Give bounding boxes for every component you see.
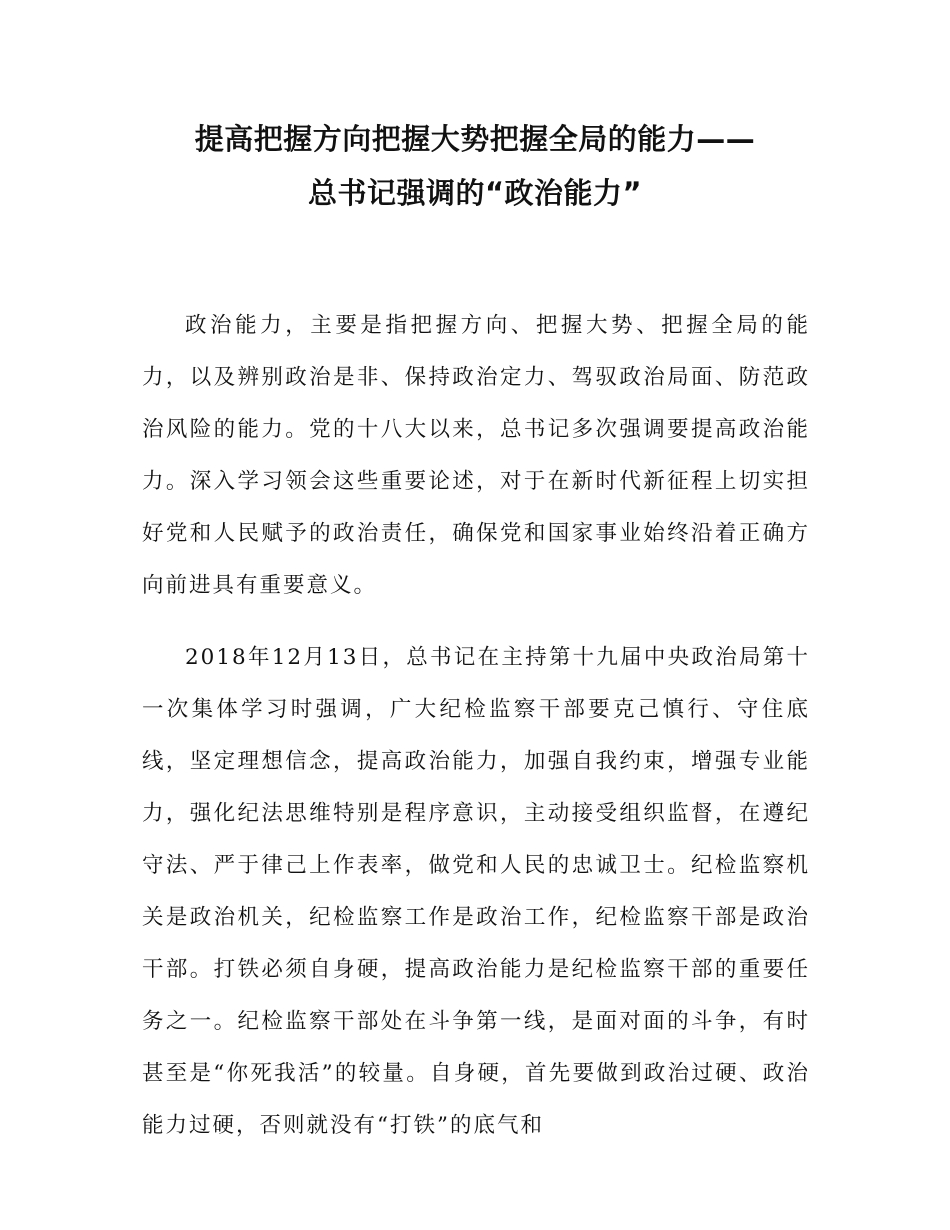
document-body — [142, 300, 810, 1152]
title-line-2: 总书记强调的“政治能力” — [307, 176, 643, 210]
document-title — [120, 112, 830, 220]
paragraph-1: 政治能力，主要是指把握方向、把握大势、把握全局的能力，以及辨别政治是非、保持政治定力、驾驭政治局面、防范政治风险的能力。党的十八大以来，总书记多次强调要提高政治能力。深入学习领会这些重要论述，对于在新时代新征程上切实担好党和人民赋予的政治责任，确保党和国家事业始终沿着正确方向前进具有重要意义。 — [142, 313, 810, 598]
paragraph-2: 2018年12月13日，总书记在主持第十九届中央政治局第十一次集体学习时强调，广大纪检监察干部要克己慎行、守住底线，坚定理想信念，提高政治能力，加强自我约束，增强专业能力，强化纪法思维特别是程序意识，主动接受组织监督，在遵纪守法、严于律己上作表率，做党和人民的忠诚卫士。纪检监察机关是政治机关，纪检监察工作是政治工作，纪检监察干部是政治干部。打铁必须自身硬，提高政治能力是纪检监察干部的重要任务之一。纪检监察干部处在斗争第一线，是面对面的斗争，有时甚至是“你死我活”的较量。自身硬，首先要做到政治过硬、政治能力过硬，否则就没有“打铁”的底气和 — [142, 645, 810, 1138]
title-line-1: 提高把握方向把握大势把握全局的能力—— — [194, 122, 756, 156]
